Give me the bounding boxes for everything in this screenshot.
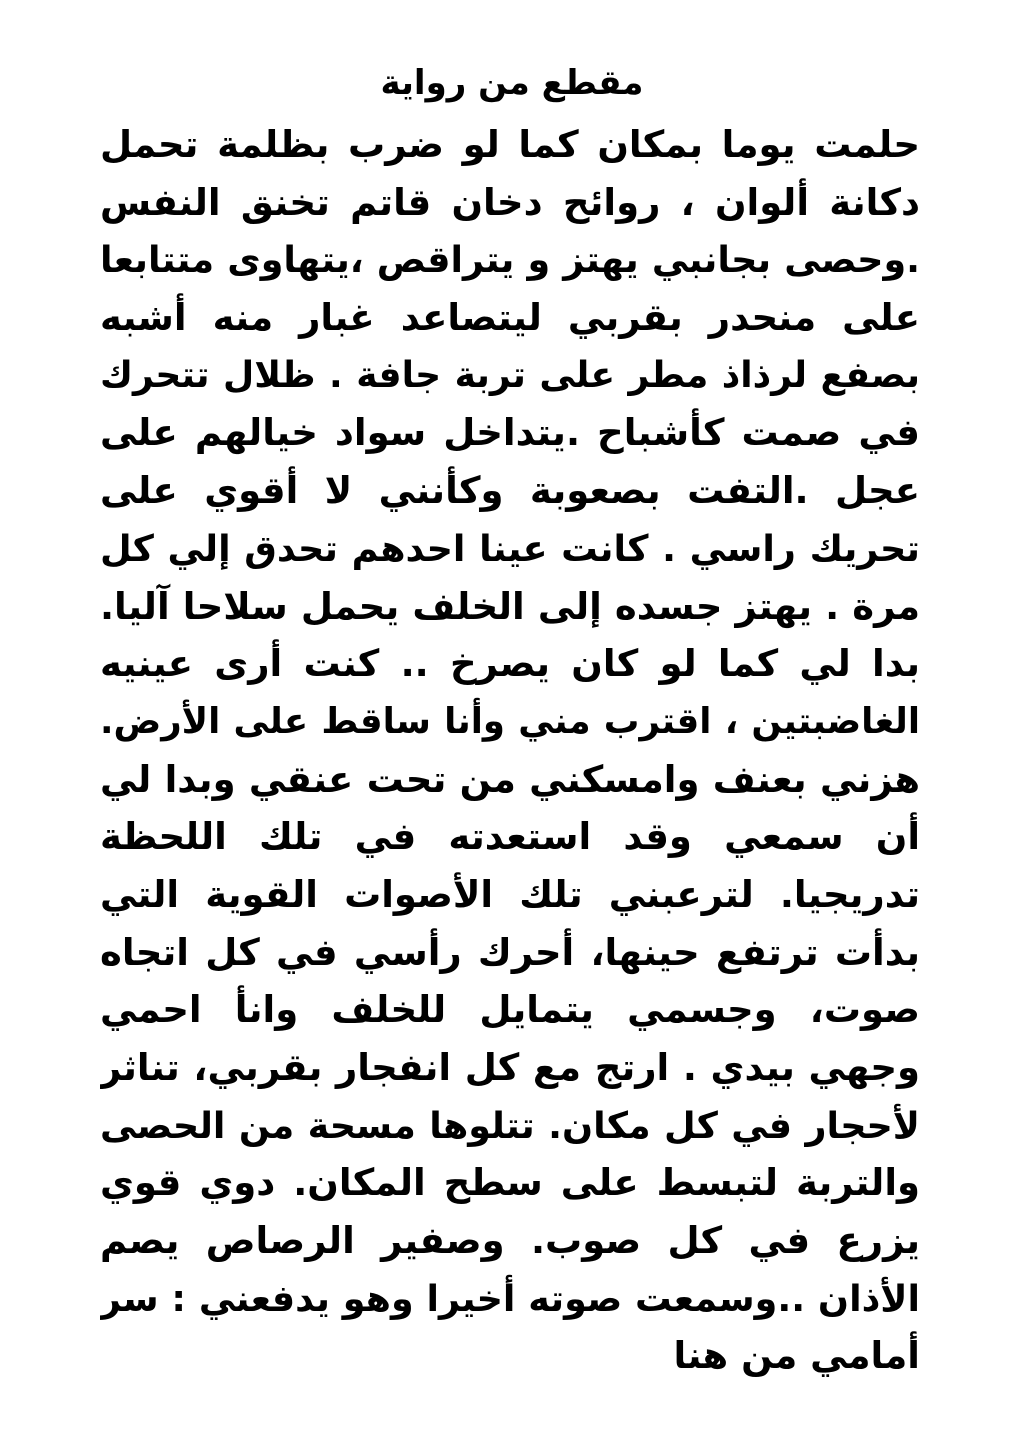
text-line: بدأت ترتفع حينها، أحرك رأسي في كل اتجاه [100, 930, 920, 974]
document-title: مقطع من رواية [380, 63, 644, 103]
text-line: والتربة لتبسط على سطح المكان. دوي قوي [100, 1161, 920, 1205]
text-line: بصفع لرذاذ مطر على تربة جافة . ظلال تتحرك [100, 354, 920, 396]
text-line: وجهي بيدي . ارتج مع كل انفجار بقربي، تناثر [100, 1046, 920, 1089]
text-line: صوت، وجسمي يتمايل للخلف وانأ احمي [100, 988, 920, 1032]
text-line: يزرع في كل صوب. وصفير الرصاص يصم [100, 1219, 920, 1263]
text-line: لأحجار في كل مكان. تتلوها مسحة من الحصى [100, 1103, 920, 1147]
text-line: على منحدر بقربي ليتصاعد غبار منه أشبه [100, 296, 920, 340]
text-line: عجل .التفت بصعوبة وكأنني لا أقوي على [100, 469, 920, 513]
text-line: أن سمعي وقد استعدته في تلك اللحظة [100, 815, 920, 859]
text-line: هزني بعنف وامسكني من تحت عنقي وبدا لي [100, 757, 920, 801]
text-line: دكانة ألوان ، روائح دخان قاتم تخنق النفس [100, 180, 920, 224]
text-line: أمامي من هنا [673, 1334, 920, 1378]
text-line: بدا لي كما لو كان يصرخ .. كنت أرى عينيه [100, 642, 920, 686]
body-text [100, 116, 920, 1385]
text-line: تحريك راسي . كانت عينا احدهم تحدق إلي كل [100, 526, 920, 570]
text-line: حلمت يوما بمكان كما لو ضرب بظلمة تحمل [100, 123, 920, 166]
text-line: الأذان ..وسمعت صوته أخيرا وهو يدفعني : سر [100, 1276, 920, 1320]
text-line: في صمت كأشباح .يتداخل سواد خيالهم على [100, 411, 920, 455]
text-line: مرة . يهتز جسده إلى الخلف يحمل سلاحا آليا. [100, 584, 920, 628]
text-line: .وحصى بجانبي يهتز و يتراقص ،يتهاوى متتابعا [100, 238, 920, 282]
text-line: تدريجيا. لترعبني تلك الأصوات القوية التي [100, 872, 920, 916]
text-line: الغاضبتين ، اقترب مني وأنا ساقط على الأرض. [100, 700, 920, 742]
